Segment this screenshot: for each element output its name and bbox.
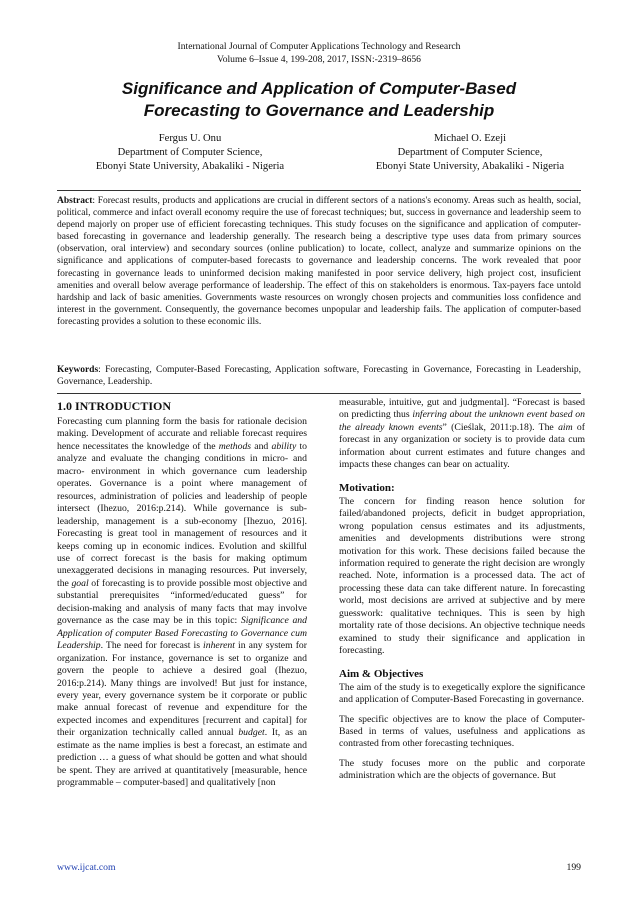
introduction-paragraph: Forecasting cum planning form the basis for rationale decision making. Development of accurate and reliable forecast requires hence necessitates the knowledge of the methods and ability to analyze and evaluate the changing conditions in micro- and macro- environment in which governance cum leadership operates. Governance is a point where management of resources, administration of policies and leadership of people intersect (Ihezuo, 2016:p.214). While governance is sub-leadership, management is a sub-economy [Ihezuo, 2016]. Forecasting is great tool in management of resources and it keeps coming up in economic indices. Evolution and skillful use of correct forecast is the basis for making optimum unexaggerated decisions in managing resources. Put inversely, the goal of forecasting is to provide possible most objective and substantial prerequisites “informed/educated guess” for decision-making and analysis of many facts that may involve governance as the case may be in this topic: Significance and Application of computer Based Forecasting to Governance cum Leadership. The need for forecast is inherent in any system for organization. For instance, governance is set to organize and govern the people to achieve a desired goal (Ihezuo, 2016:p.214). Many things are involved! But just for instance, every year, every governance system be it corporate or public make annual forecast of revenue and expenditure for the expected incomes and expenditures [recurrent and capital] for their organization technically called annual budget. It, as an estimate as the name implies is best a forecast, an estimate and prediction … a guess of what should be gotten and what should be spent. They are arrived at quantitatively [measurable, hence programmable – computer-based] and qualitatively [non xyxy=(57,416,308,789)
title-line-2: Forecasting to Governance and Leadership xyxy=(143,101,495,120)
section-heading-aim-objectives: Aim & Objectives xyxy=(339,667,424,680)
continued-paragraph: measurable, intuitive, gut and judgmental]. “Forecast is based on predicting thus inferring about the unknown event based on the already known events” (Cieślak, 2011:p.18). The aim of forecast in any organization or society is to provide data cum information about current estimates and future changes and impacts these changes can bear on actuality. xyxy=(339,397,585,471)
page-footer xyxy=(57,862,581,876)
author-1 xyxy=(60,132,320,174)
section-heading-motivation: Motivation: xyxy=(339,481,395,494)
keywords xyxy=(57,364,581,388)
divider-bottom xyxy=(57,393,581,394)
author-affiliation: Ebonyi State University, Abakaliki - Nigeria xyxy=(95,161,285,172)
divider-top xyxy=(57,190,581,191)
author-2 xyxy=(340,132,600,174)
author-department: Department of Computer Science, xyxy=(117,147,263,158)
page-number: 199 xyxy=(566,862,581,873)
journal-name: International Journal of Computer Applications Technology and Research xyxy=(177,41,461,52)
left-column xyxy=(57,399,307,790)
motivation-paragraph: The concern for finding reason hence solution for failed/abandoned projects, deficit in budget appropriation, wrong population census estimates and its adjustments, amenities and developments distributions were strong motivation for this work. These decisions failed because the information required to generate the right decision are wrongly reached. Note, information is a processed data. The act of processing these data can take different nature. In forecasting world, most decisions are arrived at subjective and by mere guesswork: qualitative techniques. This is seen by high mortality rate of those decisions. An objective technique needs examined to study their significance and application in forecasting. xyxy=(339,495,585,657)
author-affiliation: Ebonyi State University, Abakaliki - Nigeria xyxy=(375,161,565,172)
journal-volume: Volume 6–Issue 4, 199-208, 2017, ISSN:-2319–8656 xyxy=(217,54,421,65)
abstract-text: : Forecast results, products and applications are crucial in different sectors of a nations's economy. Areas such as health, social, political, commerce and infact overall economy require the use of forecast techniques; but, success in governance and leadership seem to depend majorly on proper use of efficient forecasting techniques. This study focuses on the significance and application of computer-based forecasting in governance and leadership generally. The research being a descriptive type uses data from primary sources (observation, oral interview) and secondary sources (online publication) to locate, collect, analyze and summarize opinions on the significance and applications of computer-based forecasts to governance and leadership concerns. The work revealed that poor forecasting in governance leads to uninformed decision making manifested in poor service delivery, high project cost, insuficient amenities and overall below average performance of leadership. The effect of this on stakeholders is enormous. Tax-payers face untold hardship and lack of basic amenities. Governments waste resources on wrongly chosen projects and communities loss confidence and interest in the government. Consequently, the governance becomes unpopular and leadership fails. The application of computer-based forecasting provides a solution to these economic ills. xyxy=(57,196,581,327)
abstract xyxy=(57,195,581,328)
title-line-1: Significance and Application of Computer-Based xyxy=(121,79,517,98)
author-block xyxy=(60,132,580,184)
abstract-label: Abstract xyxy=(57,196,93,206)
journal-header xyxy=(0,40,638,66)
keywords-text: : Forecasting, Computer-Based Forecasting, Application software, Forecasting in Governance, Forecasting in Leadership, Governance, Leadership. xyxy=(57,365,581,388)
author-department: Department of Computer Science, xyxy=(397,147,543,158)
right-column xyxy=(339,397,585,783)
journal-url-link[interactable]: www.ijcat.com xyxy=(57,862,116,873)
paper-title xyxy=(40,78,598,122)
keywords-label: Keywords xyxy=(57,365,99,375)
aim-paragraph-2: The specific objectives are to know the place of Computer-Based in terms of values, usefulness and applications as contrasted from other forecasting techniques. xyxy=(339,713,585,750)
author-name: Fergus U. Onu xyxy=(158,133,222,144)
aim-paragraph-3: The study focuses more on the public and corporate administration which are the objects of governance. But xyxy=(339,757,585,782)
author-name: Michael O. Ezeji xyxy=(433,133,507,144)
section-heading-introduction: 1.0 INTRODUCTION xyxy=(57,399,172,413)
aim-paragraph-1: The aim of the study is to exegetically explore the significance and application of Computer-Based Forecasting in governance. xyxy=(339,681,585,706)
